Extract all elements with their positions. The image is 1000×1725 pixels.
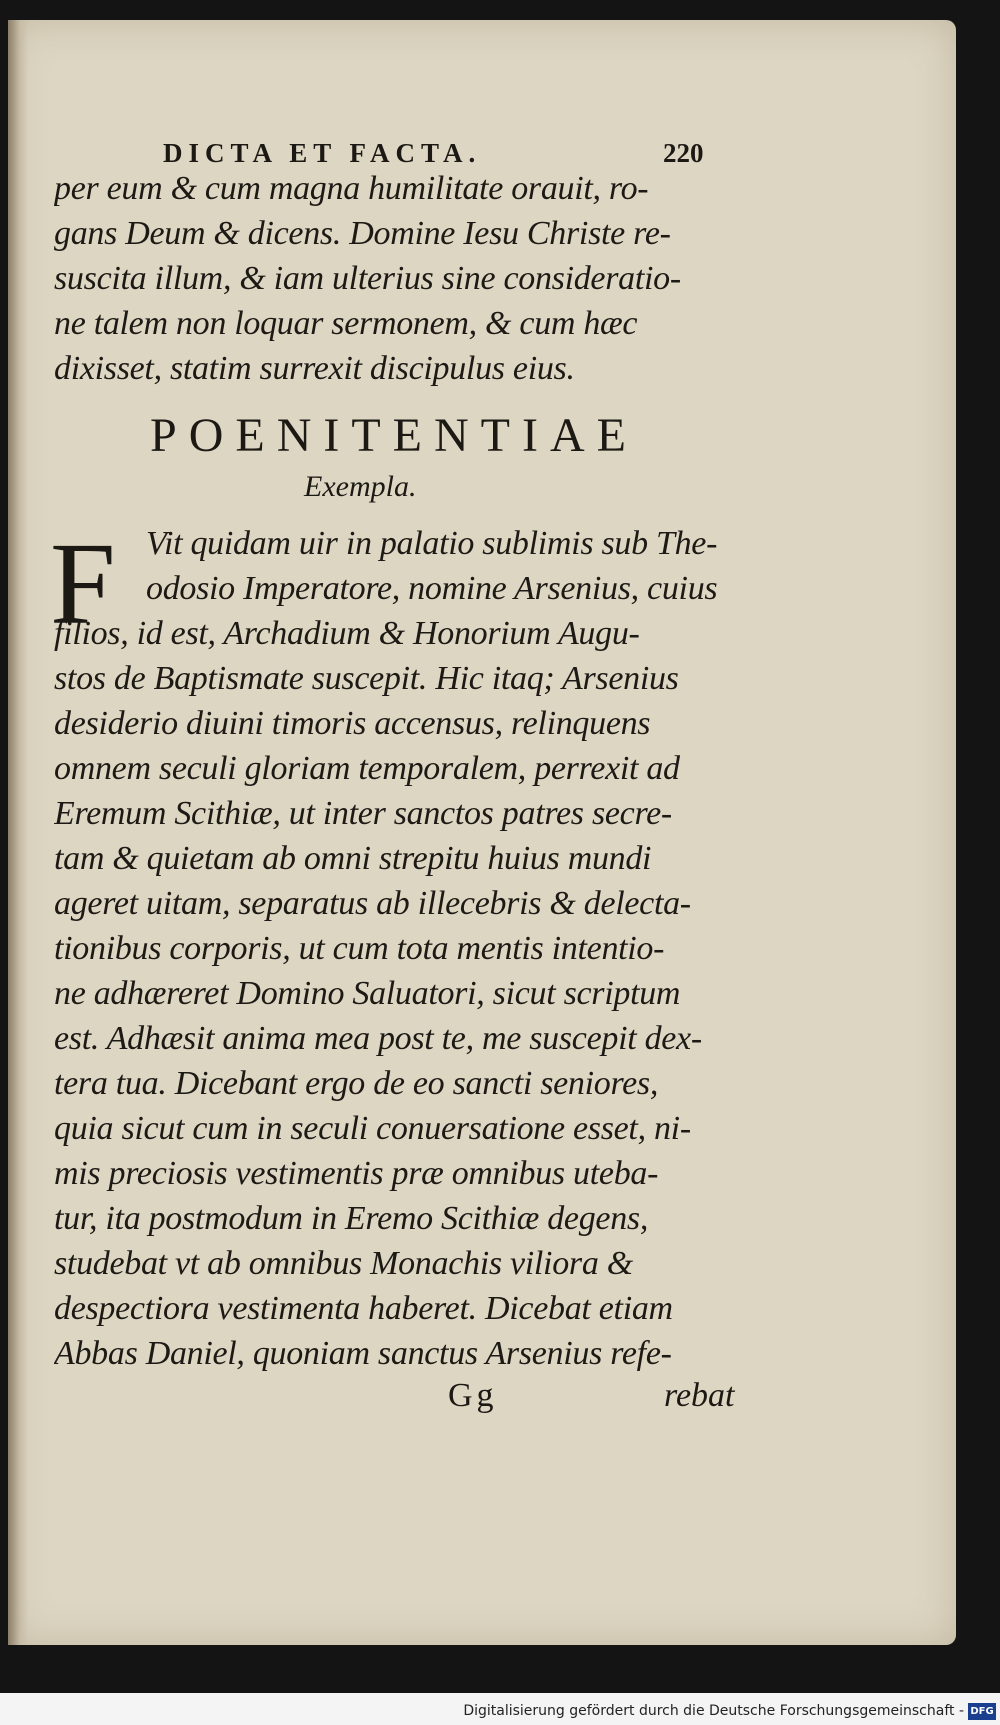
body-line: tam & quietam ab omni strepitu huius mundi <box>54 840 652 877</box>
section-subtitle: Exempla. <box>304 470 417 503</box>
body-line: filios, id est, Archadium & Honorium Augu- <box>54 615 640 652</box>
body-line: tera tua. Dicebant ergo de eo sancti seniores, <box>54 1065 659 1102</box>
body-line: stos de Baptismate suscepit. Hic itaq; Arsenius <box>54 660 679 697</box>
body-line: desiderio diuini timoris accensus, relinquens <box>54 705 651 742</box>
body-line: odosio Imperatore, nomine Arsenius, cuius <box>146 570 718 607</box>
body-line: quia sicut cum in seculi conuersatione esset, ni- <box>54 1110 691 1147</box>
body-line: despectiora vestimenta haberet. Dicebat etiam <box>54 1290 673 1327</box>
intro-line: gans Deum & dicens. Domine Iesu Christe re- <box>54 215 671 252</box>
intro-line: dixisset, statim surrexit discipulus eius. <box>54 350 575 387</box>
catchword: rebat <box>664 1377 735 1414</box>
running-head: DICTA ET FACTA. <box>163 138 482 168</box>
intro-line: per eum & cum magna humilitate orauit, ro- <box>54 170 649 207</box>
body-line: tionibus corporis, ut cum tota mentis intentio- <box>54 930 665 967</box>
intro-line: suscita illum, & iam ulterius sine consideratio- <box>54 260 681 297</box>
dfg-logo: DFG <box>968 1703 996 1720</box>
page-number: 220 <box>663 138 704 168</box>
footer-bar <box>0 1693 1000 1725</box>
section-title: POENITENTIAE <box>150 409 638 462</box>
signature-mark: Gg <box>448 1377 498 1414</box>
body-line: est. Adhæsit anima mea post te, me suscepit dex- <box>54 1020 702 1057</box>
footer-credit: Digitalisierung gefördert durch die Deutsche Forschungsgemeinschaft - <box>463 1703 964 1719</box>
body-line: studebat vt ab omnibus Monachis viliora & <box>54 1245 633 1282</box>
book-page <box>8 20 956 1645</box>
body-line: Abbas Daniel, quoniam sanctus Arsenius refe- <box>54 1335 672 1372</box>
body-line: omnem seculi gloriam temporalem, perrexit ad <box>54 750 680 787</box>
body-line: tur, ita postmodum in Eremo Scithiæ degens, <box>54 1200 649 1237</box>
body-line: Vit quidam uir in palatio sublimis sub The- <box>146 525 718 562</box>
body-line: mis preciosis vestimentis præ omnibus uteba- <box>54 1155 659 1192</box>
body-line: ageret uitam, separatus ab illecebris & delecta- <box>54 885 691 922</box>
body-line: Eremum Scithiæ, ut inter sanctos patres secre- <box>54 795 672 832</box>
intro-line: ne talem non loquar sermonem, & cum hæc <box>54 305 638 342</box>
drop-cap: F <box>50 518 116 649</box>
page-gutter <box>8 20 28 1645</box>
body-line: ne adhæreret Domino Saluatori, sicut scriptum <box>54 975 681 1012</box>
